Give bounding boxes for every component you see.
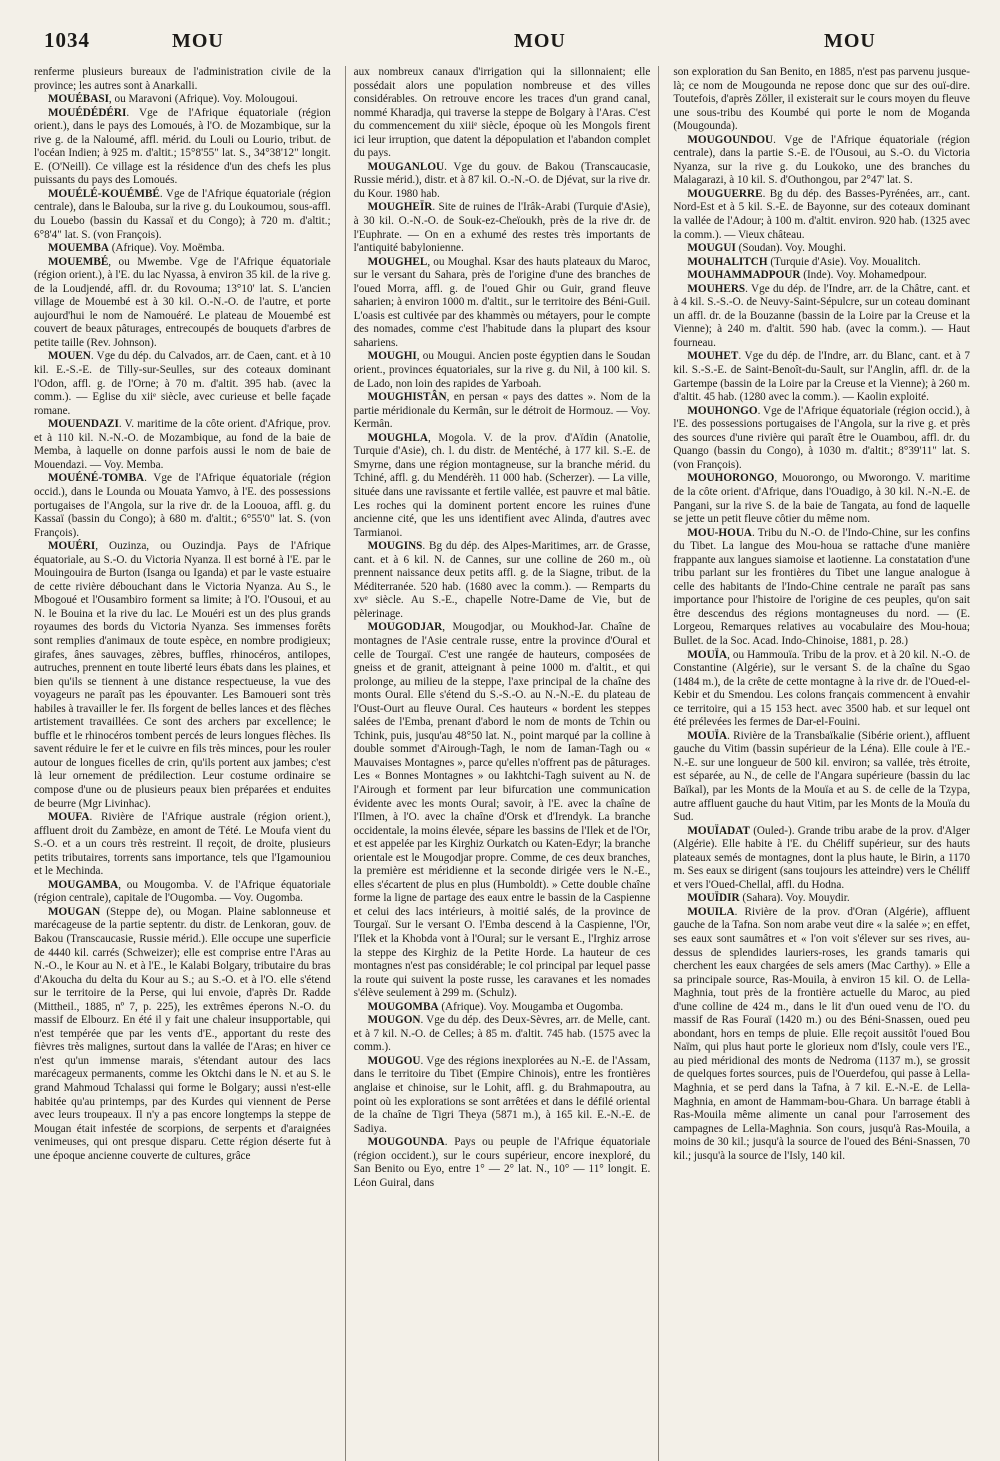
dictionary-entry: [354, 1014, 651, 1055]
entry-text: , Mougodjar, ou Moukhod-Jar. Chaîne de montagnes de l'Asie centrale russe, entre la province d'Oural et celle de Tourgaï. C'est une rangée de hauteurs, composées de gneiss et de granit, atteignant à peine 1000 m. d'altit., et qui prolonge, au milieu de la steppe, l'axe principal de la chaîne des monts Oural. Elle s'étend du S.-S.-O. au N.-N.-E. du plateau de l'Oust-Ourt au fleuve Oural. Ces hauteurs « bordent les steppes salées de l'Emba, prenant d'abord le nom de monts de Tchin ou Tchink, puis, jusqu'au 48°50 lat. N., point marqué par la colline à double sommet d'Airough-Tagh, le nom de Iaman-Tagh ou « Mauvaises Montagnes », parce qu'elles n'offrent pas de pâturages. Les « Bonnes Montagnes » ou Iakhtchi-Tagh suivent au N. de l'Airough et forment par leur bifurcation une communication évidente avec les monts Oural; savoir, à l'E. avec la chaîne de l'Ilmen, à l'O. avec la chaîne d'Orsk et d'Irendyk. La branche occidentale, la moins élevée, sépare les bassins de l'Ilek et de l'Or, et est appelée par les Kirghiz Ourkatch ou Katen-Edyr; la branche orientale est le Mougodjar propre. Comme, de ces deux branches, la première est méridienne et la seconde dirigée vers le N.-E., elles s'écartent de plus en plus (Humboldt). » Cette double chaîne forme la ligne de partage des eaux entre le bassin de la Caspienne et celui des lacs intérieurs, à moitié salés, de la province de Tourgaï. Sur le versant O. l'Emba descend à la Caspienne, l'Or, l'Ilek et la Khobda vont à l'Oural; sur le versant E., l'Irghiz arrose la steppe des Kirghiz de la Petite Horde. La hauteur de ces montagnes n'est pas considérable; le col principal par lequel passe la route qui suivent la poste russe, les caravanes et les nomades s'élève seulement à 299 m. (Schulz).: [353, 621, 651, 1000]
entry-text: . Vge de l'Afrique équatoriale (région occid.), à l'E. des possessions portugaises de l'Angola, sur la rive g. et près des sources d'une rivière qui paraît être le Ouambou, affl. dr. du Quango (bassin du Congo), à 1030 m. d'altit.; 8°39'11" lat. S. (von François).: [673, 404, 971, 471]
entry-text: (Inde). Voy. Mohamedpour.: [800, 269, 927, 282]
running-head-right: MOU: [824, 30, 876, 52]
dictionary-entry: [354, 201, 651, 255]
dictionary-entry: [673, 269, 970, 283]
dictionary-entry: [673, 256, 970, 270]
entry-text: . Tribu du N.-O. de l'Indo-Chine, sur les confins du Tibet. La langue des Mou-houa se rattache d'une manière frappante aux langues siamoise et laotienne. La constatation d'une tribu parlant sur les frontières du Tibet une langue analogue à celle des habitants de l'Indo-Chine centrale ne paraît pas sans importance pour l'histoire de l'origine de ces peuples, qu'on sait être descendus des régions montagneuses du nord. — (E. Lorgeou, Remarques relatives au vocabulaire des Mou-houa; Bullet. de la Soc. Acad. Indo-Chinoise, 1881, p. 28.): [673, 526, 971, 647]
entry-text: . Rivière de l'Afrique australe (région orient.), affluent droit du Zambèze, en amont de Tété. Le Moufa vient du S.-O. et a un cours très restreint. Il reçoit, de droite, plusieurs petits tributaires, torrents sans importance, tels que l'Igamouniou et le Mechinda.: [34, 811, 331, 878]
dictionary-entry: [354, 350, 651, 391]
entry-text: . Rivière de la prov. d'Oran (Algérie), affluent gauche de la Tafna. Son nom arabe veut dire « la salée »; en effet, ses eaux sont saumâtres et « l'on voit s'élever sur ses rives, au-dessus de splendides lauriers-roses, les grands tamaris qui cherchent les eaux chargées de sels amers (Mac Carthy). » Elle a sa principale source, Ras-Mouila, à environ 15 kil. O. de Lella-Maghnia, tout près de la frontière actuelle du Maroc, au pied d'une colline de 424 m., dans le lit d'un oued venu de l'O. du massif de Ras Fouraï (1420 m.) ou des Béni-Snassen, oued peu abondant, hors en temps de pluie. Elle reçoit aussitôt l'oued Bou Naïm, qui plus haut porte le glorieux nom d'Isly, coule vers l'E., au pied méridional des monts de Nedroma (1137 m.), se grossit de quelques fortes sources, puis de l'Ouerdefou, qui passe à Lella-Maghnia, et se perd dans la Tafna, à 7 kil. E.-N.-E. de Lella-Maghnia, en amont de Hammam-bou-Ghara. Un barrage établi à Ras-Mouila même alimente un canal pour l'arrosement des campagnes de Lella-Maghnia. Son cours, jusqu'à Ras-Mouila, a moins de 30 kil.; jusqu'à la source de l'oued des Béni-Snassen, 70 kil.; jusqu'à la source de l'Isly, 140 kil.: [673, 905, 971, 1162]
dictionary-entry: [673, 649, 970, 730]
entry-text: (Sahara). Voy. Mouydir.: [739, 892, 850, 905]
entry-headword: MOUÉNÉ-TOMBA: [48, 472, 145, 485]
entry-headword: MOUÉLÉ-KOUÉMBÉ: [48, 187, 160, 200]
dictionary-entry: [34, 350, 331, 418]
entry-headword: MOUHONGO: [687, 404, 758, 417]
dictionary-entry: [673, 66, 970, 134]
dictionary-entry: [34, 66, 331, 93]
entry-text: . Pays ou peuple de l'Afrique équatoriale (région occident.), sur le cours supérieur, encore inexploré, du San Benito ou Eyo, entre 1° — 2° lat. N., 10° — 11° longit. E. Léon Guiral, dans: [353, 1136, 651, 1189]
dictionary-entry: [34, 418, 331, 472]
entry-text: aux nombreux canaux d'irrigation qui la sillonnaient; elle possédait alors une population nombreuse et des villes considérables. On retrouve encore les traces d'un grand canal, nommé Kharadja, qui traverse la steppe de Bolgary à l'Aras. C'est du commencement du xiiiᵉ siècle, époque où les Mongols firent ici leur irruption, que datent la dépopulation et l'abandon complet du pays.: [353, 66, 651, 160]
entry-headword: MOUGODJAR: [367, 621, 443, 634]
entry-headword: MOUEMBA: [48, 242, 109, 255]
entry-text: son exploration du San Benito, en 1885, n'est pas parvenu jusque-là; ce nom de Mougounda ne repose donc que sur des ouï-dire. Toutefois, d'après Zöller, il existerait sur le cours moyen du fleuve une sous-tribu des Koumbé qui porte le nom de Moganda (Mougounda).: [673, 66, 971, 133]
dictionary-entry: [673, 527, 970, 649]
dictionary-entry: [34, 540, 331, 811]
dictionary-entry: [354, 432, 651, 540]
dictionary-entry: [34, 107, 331, 188]
dictionary-entry: [673, 350, 970, 404]
entry-text: . Vge du dép. du Calvados, arr. de Caen, cant. et à 10 kil. E.-S.-E. de Tilly-sur-Seulles, sur des coteaux dominant l'Odon, affl. g. de l'Orne; à 70 m. d'altit. 395 hab. (avec la comm.). — Eglise du xiiᵉ siècle, avec curieuse et belle façade romane.: [34, 350, 331, 417]
dictionary-entry: [34, 472, 331, 540]
entry-headword: MOUGINS: [367, 540, 423, 553]
entry-text: . Vge du dép. des Deux-Sèvres, arr. de Melle, cant. et à 7 kil. N.-O. de Celles; à 85 m. d'altit. 745 hab. (1575 avec la comm.).: [353, 1014, 651, 1054]
entry-headword: MOUHALITCH: [687, 255, 768, 268]
entry-headword: MOUEN: [48, 350, 91, 363]
dictionary-entry: [354, 161, 651, 202]
dictionary-entry: [354, 621, 651, 1000]
entry-text: . Site de ruines de l'Irâk-Arabi (Turquie d'Asie), à 30 kil. O.-N.-O. de Souk-ez-Cheïoukh, près de la rive dr. de l'Euphrate. — On en a exhumé des restes très importants de l'antiquité babylonienne.: [353, 201, 651, 255]
entry-headword: MOUGAN: [48, 905, 101, 918]
dictionary-entry: [34, 811, 331, 879]
entry-headword: MOUGHLA: [367, 431, 428, 444]
entry-headword: MOUGHEL: [367, 255, 428, 268]
entry-headword: MOUGHISTÂN: [367, 391, 447, 404]
entry-headword: MOUÏA: [687, 648, 728, 661]
entry-headword: MOUHET: [687, 350, 739, 363]
entry-text: . Bg du dép. des Alpes-Maritimes, arr. de Grasse, cant. et à 6 kil. N. de Cannes, sur une colline de 260 m., où prennent naissance deux petits affl. g. de la Siagne, tribut. de la Méditerranée. 520 hab. (1680 avec la comm.). — Remparts du xvᵉ siècle. Au S.-E., chapelle Notre-Dame de Vie, but de pèlerinage.: [353, 540, 651, 620]
entry-text: (Turquie d'Asie). Voy. Moualitch.: [767, 255, 921, 268]
dictionary-entry: [354, 66, 651, 161]
entry-headword: MOUGUERRE: [687, 187, 763, 200]
entry-text: . V. maritime de la côte orient. d'Afrique, prov. et à 110 kil. N.-N.-O. de Mozambique, au fond de la baie de Memba, à laquelle on donne parfois aussi le nom de baie de Mouendazi. — Voy. Memba.: [34, 418, 331, 471]
page-header: [34, 20, 970, 54]
entry-headword: MOUGHEÏR: [367, 201, 433, 214]
dictionary-entry: [354, 540, 651, 621]
entry-text: , Mouorongo, ou Mworongo. V. maritime de la côte orient. d'Afrique, dans l'Ouadigo, à 30 kil. N.-N.-E. de Pangani, sur la rive S. de la baie de Tangata, au fond de laquelle se jette un petit fleuve côtier du même nom.: [673, 472, 971, 526]
dictionary-entry: [673, 892, 970, 906]
dictionary-entry: [354, 391, 651, 432]
entry-headword: MOUGON: [367, 1014, 421, 1027]
entry-text: . Vge de l'Afrique équatoriale (région occid.), dans le Lounda ou Mouata Yamvo, à l'E. des possessions portugaises de l'Angola, sur la rive dr. de la Loouoa, affl. g. du Kassaï (bassin du Congo); à 680 m. d'altit.; 6°55'0" lat. S. (von François).: [34, 472, 331, 539]
dictionary-entry: [34, 906, 331, 1163]
column-middle: [345, 66, 660, 1461]
entry-text: , en persan « pays des dattes ». Nom de la partie méridionale du Kermân, sur le détroit de Hormouz. — Voy. Kermân.: [353, 391, 651, 431]
dictionary-entry: [354, 256, 651, 351]
dictionary-entry: [673, 134, 970, 188]
dictionary-entry: [34, 256, 331, 351]
entry-text: . Vge de l'Afrique équatoriale (région orient.), dans le pays des Lomoués, à l'O. de Mozambique, sur la rive g. de la Naloumé, affl. mérid. du Louli ou Lourio, tribut. de l'océan Indien; à 925 m. d'altit.; 15°8'55" lat. S., 34°38'12" longit. E. (O'Neill). Ce village est la résidence d'un des chefs les plus puissants du pays des Lomoués.: [34, 106, 331, 187]
entry-text: (Soudan). Voy. Moughi.: [735, 242, 846, 255]
entry-text: renferme plusieurs bureaux de l'administration civile de la province; les autres sont à Anarkalli.: [34, 66, 331, 92]
entry-headword: MOU-HOUA: [687, 526, 752, 539]
entry-text: . Vge du dép. de l'Indre, arr. de la Châtre, cant. et à 4 kil. S.-S.-O. de Neuvy-Saint-Sépulcre, sur un coteau dominant un affl. dr. de la Bouzanne (bassin de la Loire par la Creuse et la Vienne); à 240 m. d'altit. 590 hab. (avec la comm.). — Haut fourneau.: [673, 282, 971, 349]
entry-headword: MOUEMBÉ: [48, 255, 109, 268]
entry-headword: MOUILA: [687, 905, 735, 918]
dictionary-entry: [34, 188, 331, 242]
dictionary-entry: [673, 730, 970, 825]
entry-text: , ou Moughal. Ksar des hauts plateaux du Maroc, sur le versant du Sahara, près de l'origine d'une des branches de l'oued Morra, affl. g. de l'oued Ghir ou Guir, grand fleuve saharien; à environ 1000 m. d'altit., sur le territoire des Béni-Guil. L'oasis est cultivée par des khammès ou métayers, pour le compte des nomades, comme c'est l'habitude dans la plupart des ksour sahariens.: [353, 255, 651, 349]
running-head-left: MOU: [172, 30, 224, 52]
entry-headword: MOUHERS: [687, 282, 746, 295]
entry-headword: MOUGHI: [367, 350, 417, 363]
entry-text: (Afrique). Voy. Moëmba.: [108, 242, 225, 255]
entry-headword: MOUÏADAT: [687, 824, 750, 837]
entry-text: . Rivière de la Transbaïkalie (Sibérie orient.), affluent gauche du Vitim (bassin supérieur de la Léna). Elle coule à l'E.-N.-E. sur une longueur de 500 kil. environ; sa vallée, très étroite, est séparée, au N., de celle de l'Angara supérieure (bassin du lac Baïkal), par les Monts de la Mouïa et au S. de celle de la Tzypa, autre affluent gauche du haut Vitim, par les Monts de la Mouïa du Sud.: [673, 729, 971, 824]
entry-headword: MOUHAMMADPOUR: [687, 269, 801, 282]
entry-text: (Afrique). Voy. Mougamba et Ougomba.: [438, 1000, 624, 1013]
text-columns: [34, 66, 970, 1461]
entry-text: , ou Maravoni (Afrique). Voy. Molougoui.: [108, 93, 298, 106]
entry-headword: MOUGOUNDOU: [687, 133, 774, 146]
entry-text: , ou Mwembe. Vge de l'Afrique équatoriale (région orient.), à l'E. du lac Nyassa, à environ 35 kil. de la rive g. de la Loudjendé, affl. dr. du Rovouma; 13°10' lat. S. L'ancien village de Mouembé est à 30 kil. O.-N.-O. de l'autre, et porte aujourd'hui le nom de Namouéré. Le plateau de Mouembé est couvert de beaux pâturages, entrecoupés de bouquets d'arbres de petite taille (Rev. Johnson).: [34, 255, 331, 349]
column-right: [673, 66, 970, 1461]
entry-headword: MOUGOU: [367, 1054, 421, 1067]
page-number: 1034: [44, 28, 90, 52]
dictionary-entry: [354, 1001, 651, 1015]
entry-text: , ou Hammouïa. Tribu de la prov. et à 20 kil. N.-O. de Constantine (Algérie), sur le versant S. de la chaîne du Sgao (1484 m.), de la crête de cette montagne à la rive dr. de l'Oued-el-Kebir et du Smendou. Les colons français commencent à envahir ce territoire, qui a 15 153 hect. avec 3500 hab. et sur lequel ont été prélevées les fermes de Dar-el-Fouini.: [673, 648, 971, 729]
dictionary-entry: [673, 188, 970, 242]
dictionary-entry: [673, 472, 970, 526]
entry-headword: MOUÉRI: [48, 540, 96, 553]
entry-headword: MOUÉDÉDÉRI: [48, 106, 127, 119]
dictionary-entry: [34, 93, 331, 107]
dictionary-entry: [673, 825, 970, 893]
entry-headword: MOUGAMBA: [48, 878, 119, 891]
entry-text: (Steppe de), ou Mogan. Plaine sablonneuse et marécageuse de la partie septentr. du distr. de Lenkoran, gouv. de Bakou (Transcaucasie, Russie mérid.). Elle occupe une superficie de 4440 kil. carrés (Schweizer); elle est comprise entre l'Aras au N.-O., le Kour au N. et à l'E., le Kalabi Bolgary, tributaire du bras d'Akoucha du delta du Kour au S.; au S.-O. et à l'O. elle s'étend sur le territoire de la Perse, qui lui envoie, d'après Dr. Radde (Mittheil., 1885, nº 7, p. 225), les extrêmes éperons N.-O. du massif de Elbourz. En été il y fait une chaleur insupportable, qui n'est tempérée que par les vents d'E., apportant du reste des fièvres très malignes, surtout dans la vallée de l'Aras; en hiver ce n'est qu'un immense marais, s'étendant autour des lacs marécageux permanents, comme les Oktchi dans le N. et au S. le grand Mahmoud Tchalassi qui forme le Bolgary; aussi n'est-elle habitée qu'au printemps, par des Kurdes qui viennent de Perse avec leurs troupeaux. Il n'y a pas encore longtemps la steppe de Mougan était infestée de scorpions, de serpents et d'araignées venimeuses, qui ont presque disparu. Cette région déserte fut à une époque ancienne couverte de cultures, grâce: [34, 905, 331, 1162]
dictionary-entry: [673, 906, 970, 1163]
dictionary-entry: [354, 1055, 651, 1136]
dictionary-entry: [34, 242, 331, 256]
entry-headword: MOUGUI: [687, 242, 736, 255]
entry-text: , Ouzinza, ou Ouzindja. Pays de l'Afrique équatoriale, au S.-O. du Victoria Nyanza. Il est borné à l'E. par le Mouingouira de Burton (Isanga ou Iganda) et par le vaste estuaire de cette rivière débouchant dans le Victoria Nyanza. Au S., le Mbogoué et l'Ousambiro forment sa limite; à l'O. l'Ousoui, et au N. le Bouina et la rive du lac. Le Mouéri est un des plus grands royaumes des bords du Victoria Nyanza. Ses immenses forêts sont remplies d'animaux de toute espèce, en nombre prodigieux; girafes, ânes sauvages, zèbres, buffles, rhinocéros, antilopes, autruches, prennent en toute liberté leurs ébats dans les plaines, et bien qu'ils se tiennent à une distance respectueuse, la vue des voyageurs ne paraît pas les épouvanter. Les Bamoueri sont très habiles à travailler le fer. Ils forgent de belles lances et des flèches artistement travaillées. Ce sont des archers par excellence; le buffle et le rhinocéros tombent percés de leurs longues flèches. Ils savent réduire le fer et le cuivre en fils très minces, pour les rouler autour de longues ficelles de crin, qu'ils portent aux jambes; c'est là leur ornement de prédilection. Leur costume ordinaire se compose d'une ou de plusieurs peaux bien préparées et enduites de beurre (Mgr Livinhac).: [34, 540, 331, 810]
entry-text: . Bg du dép. des Basses-Pyrénées, arr., cant. Nord-Est et à 5 kil. S.-E. de Bayonne, sur des coteaux dominant la vallée de l'Adour; à 100 m. d'altit. environ. 920 hab. (1325 avec la comm.). — Vieux château.: [673, 187, 971, 241]
running-head-center: MOU: [514, 30, 566, 52]
dictionary-entry: [673, 242, 970, 256]
entry-headword: MOUFA: [48, 811, 90, 824]
entry-text: . Vge du gouv. de Bakou (Transcaucasie, Russie mérid.), distr. et à 87 kil. O.-N.-O. de Djévat, sur la rive dr. du Kour. 1980 hab.: [353, 160, 651, 200]
entry-text: . Vge de l'Afrique équatoriale (région centrale), dans la partie S.-E. de l'Ousoui, au S.-O. du Victoria Nyanza, sur la rive g. du Loukoko, une des branches du Malagarazi, à 10 kil. S. d'Outhongou, par 2°47' lat. S.: [673, 133, 971, 187]
entry-text: , ou Mougui. Ancien poste égyptien dans le Soudan orient., provinces équatoriales, sur la rive g. du Nil, à 100 kil. S. de Lado, non loin des rapides de Yarboah.: [353, 350, 651, 390]
entry-headword: MOUÏDIR: [687, 892, 740, 905]
column-left: [34, 66, 331, 1461]
entry-text: . Vge des régions inexplorées au N.-E. de l'Assam, dans le territoire du Tibet (Empire Chinois), entre les frontières anglaise et chinoise, sur le Lohit, affl. g. du Brahmapoutra, au point où les explorations se sont arrêtées et dans le défilé oriental de la chaîne de Tigri Theya (5871 m.), à 165 kil. E.-N.-E. de Sadiya.: [353, 1054, 651, 1135]
entry-headword: MOUHORONGO: [687, 472, 775, 485]
dictionary-entry: [673, 283, 970, 351]
entry-text: , ou Mougomba. V. de l'Afrique équatoriale (région centrale), capitale de l'Ougomba. — Voy. Ougomba.: [34, 878, 331, 905]
entry-headword: MOUGOUNDA: [367, 1136, 445, 1149]
entry-headword: MOUENDAZI: [48, 418, 119, 431]
entry-text: , Mogola. V. de la prov. d'Aïdin (Anatolie, Turquie d'Asie), ch. l. du distr. de Mentéché, à 177 kil. S.-E. de Smyrne, dans une région montagneuse, sur la branche mérid. du Tchiné, affl. g. du Mendérèh. 11 000 hab. (Scherzer). — La ville, située dans une ravissante et fertile vallée, est pauvre et mal bâtie. Les roches qui la dominent portent encore les ruines d'une ancienne cité, que les uns identifient avec Alinda, d'autres avec Tarmianoi.: [353, 431, 651, 539]
dictionary-entry: [673, 405, 970, 473]
entry-text: . Vge de l'Afrique équatoriale (région centrale), dans le Balouba, sur la rive g. du Loukoumou, sous-affl. du Louebo (bassin du Kassaï et du Congo); à 720 m. d'altit.; 6°8'4" lat. S. (von François).: [34, 187, 331, 241]
dictionary-entry: [34, 879, 331, 906]
entry-headword: MOUÉBASI: [48, 93, 109, 106]
entry-headword: MOUÏA: [687, 729, 728, 742]
entry-headword: MOUGOMBA: [367, 1000, 439, 1013]
entry-text: . Vge du dép. de l'Indre, arr. du Blanc, cant. et à 7 kil. S.-S.-E. de Saint-Benoît-du-Sault, sur l'Anglin, affl. dr. de la Gartempe (bassin de la Loire par la Creuse et la Vienne); à 260 m. d'altit. 45 hab. (1280 avec la comm.). — Kaolin exploité.: [673, 350, 971, 404]
entry-text: (Ouled-). Grande tribu arabe de la prov. d'Alger (Algérie). Elle habite à l'E. du Chéliff supérieur, sur des hauts plateaux semés de montagnes, dont la plus haute, le Birin, a 1170 m. Ses eaux se dirigent (sans toujours les atteindre) vers le Chéliff et vers l'Oued-Chellal, affl. du Hodna.: [673, 824, 971, 891]
entry-headword: MOUGANLOU: [367, 160, 445, 173]
dictionary-entry: [354, 1136, 651, 1190]
